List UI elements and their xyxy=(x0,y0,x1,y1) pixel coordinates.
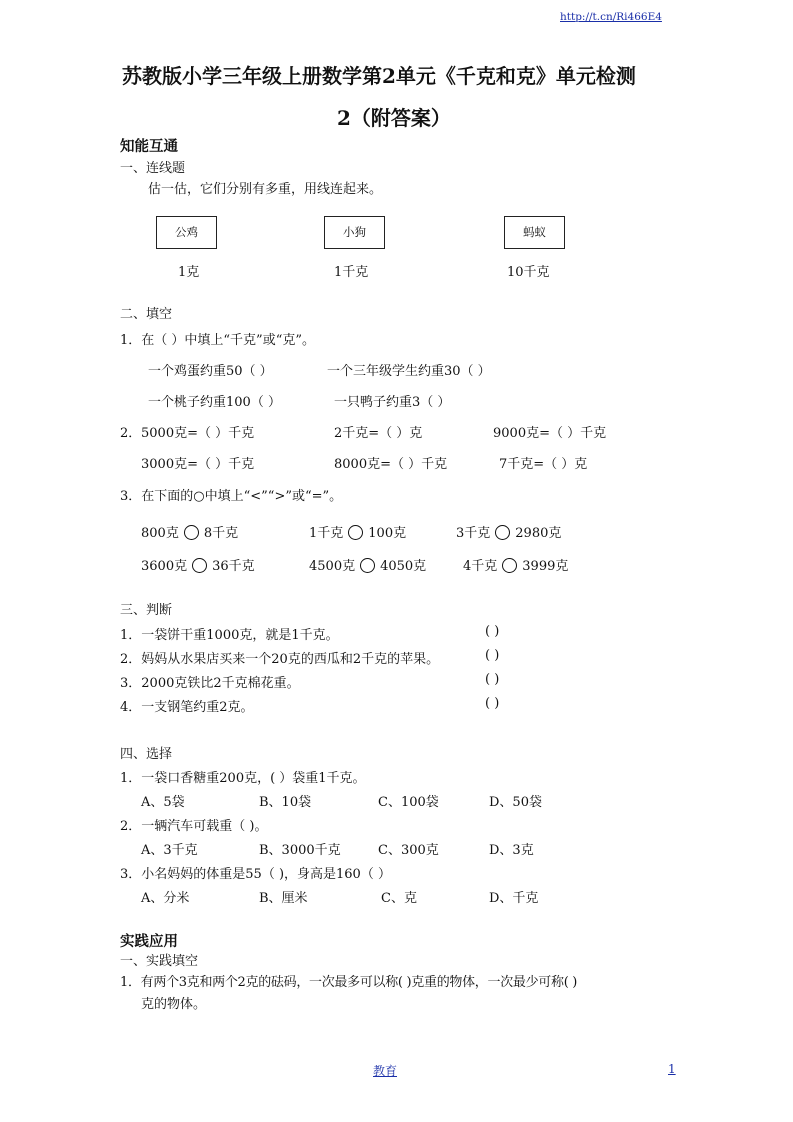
compare-circle[interactable] xyxy=(192,558,207,573)
judge-item-1: 1．一袋饼干重1000克，就是1千克。 xyxy=(120,628,339,643)
judge-paren-2[interactable]: ( ) xyxy=(485,648,500,663)
choice-q2-opt-a[interactable]: A、3千克 xyxy=(141,843,198,858)
match-box-rooster: 公鸡 xyxy=(156,216,217,249)
fill-q1: 1．在（ ）中填上“千克”或“克”。 xyxy=(120,333,315,348)
compare-item: 3千克 2980克 xyxy=(456,526,562,541)
compare-item: 3600克 36千克 xyxy=(141,559,255,574)
page-title-line2: 2（附答案） xyxy=(337,106,451,130)
compare-circle[interactable] xyxy=(348,525,363,540)
choice-q3-opt-b[interactable]: B、厘米 xyxy=(259,891,308,906)
compare-circle[interactable] xyxy=(184,525,199,540)
choice-q3-opt-c[interactable]: C、克 xyxy=(381,891,417,906)
fill-q1-student: 一个三年级学生约重30（ ） xyxy=(327,364,491,379)
practice-q1-line1: 1．有两个3克和两个2克的砝码，一次最多可以称( )克重的物体，一次最少可称( ) xyxy=(120,975,578,990)
header-url-link[interactable]: http://t.cn/Ri466E4 xyxy=(560,11,662,23)
compare-item: 4千克 3999克 xyxy=(463,559,569,574)
choice-q1-opt-d[interactable]: D、50袋 xyxy=(489,795,542,810)
choice-q1-opt-b[interactable]: B、10袋 xyxy=(259,795,312,810)
compare-item: 4500克 4050克 xyxy=(309,559,427,574)
match-weight-10kg: 10千克 xyxy=(507,265,550,280)
choice-q1: 1．一袋口香糖重200克，( ）袋重1千克。 xyxy=(120,771,366,786)
compare-item: 800克 8千克 xyxy=(141,526,239,541)
fill-q2-a: 5000克=（ ）千克 xyxy=(141,426,255,441)
judge-paren-1[interactable]: ( ) xyxy=(485,624,500,639)
choice-q2-opt-d[interactable]: D、3克 xyxy=(489,843,534,858)
judge-item-3: 3．2000克铁比2千克棉花重。 xyxy=(120,676,300,691)
choice-q2-opt-c[interactable]: C、300克 xyxy=(378,843,439,858)
fill-q2-c: 9000克=（ ）千克 xyxy=(493,426,607,441)
choice-q3-opt-d[interactable]: D、千克 xyxy=(489,891,539,906)
choice-q1-opt-a[interactable]: A、5袋 xyxy=(141,795,185,810)
matching-instruction: 估一估，它们分别有多重，用线连起来。 xyxy=(148,182,383,197)
section-heading-knowledge: 知能互通 xyxy=(120,139,178,155)
practice-q1-line2: 克的物体。 xyxy=(141,997,207,1012)
fill-q2-e: 8000克=（ ）千克 xyxy=(334,457,448,472)
page-title-line1: 苏教版小学三年级上册数学第2单元《千克和克》单元检测 xyxy=(122,64,636,88)
judge-item-2: 2．妈妈从水果店买来一个20克的西瓜和2千克的苹果。 xyxy=(120,652,440,667)
compare-item: 1千克 100克 xyxy=(309,526,407,541)
fill-q2-b: 2千克=（ ）克 xyxy=(334,426,423,441)
choice-q3: 3．小名妈妈的体重是55（ )，身高是160（ ） xyxy=(120,867,391,882)
choice-q3-opt-a[interactable]: A、分米 xyxy=(141,891,190,906)
fill-q2-f: 7千克=（ ）克 xyxy=(499,457,588,472)
subsection-title-fill: 二、填空 xyxy=(120,307,173,322)
match-weight-1g: 1克 xyxy=(178,265,200,280)
judge-item-4: 4．一支钢笔约重2克。 xyxy=(120,700,254,715)
choice-q1-opt-c[interactable]: C、100袋 xyxy=(378,795,439,810)
choice-q2: 2．一辆汽车可载重（ )。 xyxy=(120,819,268,834)
fill-q3: 3．在下面的○中填上“<”“>”或“=”。 xyxy=(120,489,343,504)
fill-q2-d: 3000克=（ ）千克 xyxy=(141,457,255,472)
compare-circle[interactable] xyxy=(360,558,375,573)
fill-q1-duck: 一只鸭子约重3（ ） xyxy=(334,395,451,410)
section-heading-practice: 实践应用 xyxy=(120,934,178,950)
subsection-title-practice-fill: 一、实践填空 xyxy=(120,954,199,969)
match-weight-1kg: 1千克 xyxy=(334,265,369,280)
subsection-title-judge: 三、判断 xyxy=(120,603,173,618)
match-box-puppy: 小狗 xyxy=(324,216,385,249)
fill-q1-egg: 一个鸡蛋约重50（ ） xyxy=(148,364,273,379)
compare-circle[interactable] xyxy=(495,525,510,540)
judge-paren-3[interactable]: ( ) xyxy=(485,672,500,687)
choice-q2-opt-b[interactable]: B、3000千克 xyxy=(259,843,341,858)
match-box-ant: 蚂蚁 xyxy=(504,216,565,249)
fill-q2-label: 2． xyxy=(120,426,142,441)
footer-edu-link[interactable]: 教育 xyxy=(373,1064,398,1078)
subsection-title-matching: 一、连线题 xyxy=(120,161,186,176)
fill-q1-peach: 一个桃子约重100（ ） xyxy=(148,395,281,410)
compare-circle[interactable] xyxy=(502,558,517,573)
footer-page-number[interactable]: 1 xyxy=(668,1062,676,1076)
judge-paren-4[interactable]: ( ) xyxy=(485,696,500,711)
subsection-title-choice: 四、选择 xyxy=(120,747,173,762)
